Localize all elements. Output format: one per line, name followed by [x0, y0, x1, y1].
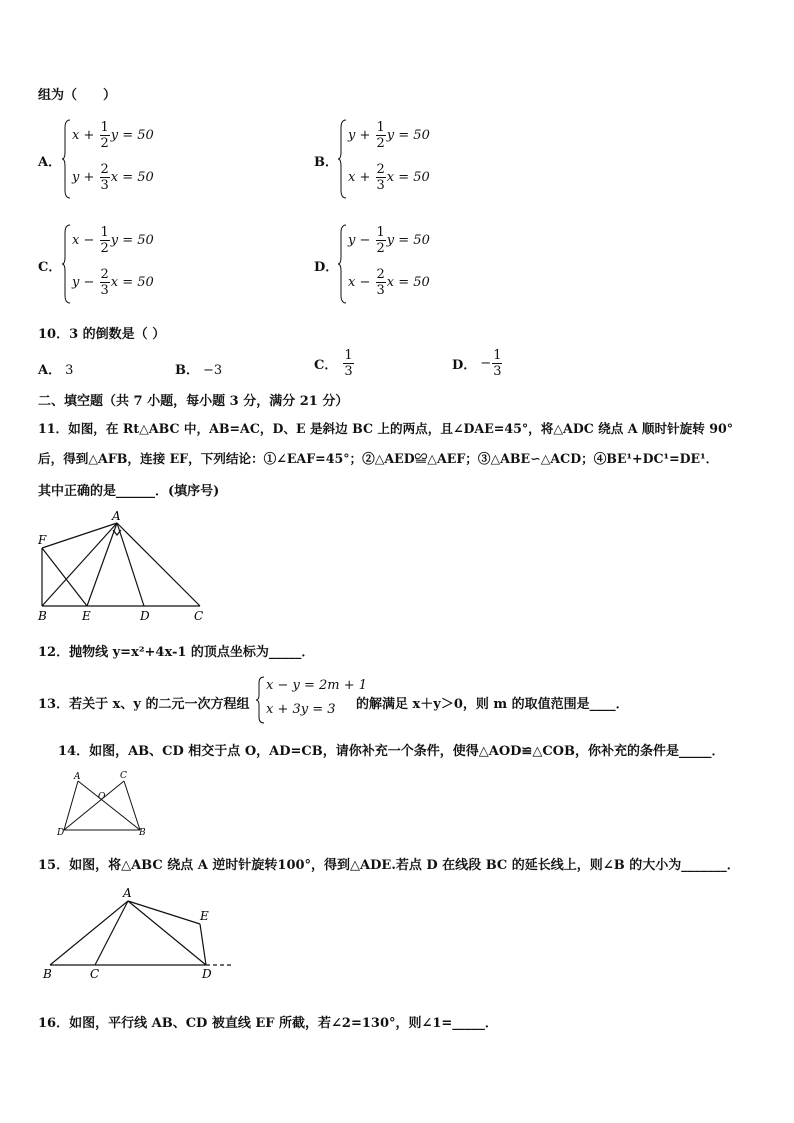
q11-line1: 11．如图，在 Rt△ABC 中，AB=AC，D、E 是斜边 BC 上的两点，且∠DAE=45°，将△ADC 绕点 A 顺时针旋转 90°: [38, 421, 734, 436]
q13-eq2: x + 3y = 3: [266, 702, 336, 717]
q9-option-c-label[interactable]: C．: [38, 260, 62, 275]
q9-b-eq1-post: y = 50: [386, 128, 430, 143]
q9-option-b-label[interactable]: B．: [314, 155, 338, 170]
label-A: A: [112, 509, 121, 523]
q10-option-c[interactable]: [314, 348, 355, 379]
q9-d-eq2-den: 3: [376, 283, 385, 298]
q9-c-eq2-den: 3: [100, 283, 109, 298]
q9-c-eq2-num: 2: [100, 267, 109, 282]
q11-line3: 其中正确的是______．(填序号): [38, 484, 220, 499]
q10-a-value: 3: [65, 363, 74, 378]
label-C: C: [120, 771, 127, 781]
q9-b-eq1-num: 1: [376, 120, 385, 135]
q15-text: 15．如图，将△ABC 绕点 A 逆时针旋转100°，得到△ADE.若点 D 在线段 BC 的延长线上，则∠B 的大小为_______．: [38, 858, 740, 873]
q9-option-c-system: [62, 223, 202, 305]
q9-d-eq1-den: 2: [376, 241, 385, 256]
label-C: C: [194, 609, 204, 623]
q9-option-a-system: [62, 118, 202, 200]
q10-d-label: D．: [452, 358, 477, 373]
q9-stem-tail: 组为（ ）: [38, 88, 117, 103]
label-F: F: [38, 533, 47, 547]
label-D: D: [202, 967, 212, 980]
q9-a-eq2-den: 3: [100, 178, 109, 193]
label-B: B: [139, 828, 146, 838]
label-B: B: [43, 967, 52, 980]
q14-text: 14．如图，AB、CD 相交于点 O，AD=CB，请你补充一个条件，使得△AOD≌△COB，你补充的条件是_____．: [58, 744, 725, 759]
q9-b-eq2-num: 2: [376, 162, 385, 177]
q10-c-label: C．: [314, 358, 338, 373]
q9-b-eq2-pre: x +: [348, 170, 375, 185]
q9-c-eq1-num: 1: [100, 225, 109, 240]
q9-option-b-system: [338, 118, 478, 200]
q9-option-d-system: [338, 223, 478, 305]
q9-a-eq1-pre: x +: [72, 128, 99, 143]
q9-a-eq1-den: 2: [100, 136, 109, 151]
q10-d-num: 1: [493, 348, 502, 363]
q10-option-a[interactable]: [38, 359, 73, 378]
q13-pre: 13．若关于 x、y 的二元一次方程组: [38, 697, 250, 712]
q9-b-eq2-den: 3: [376, 178, 385, 193]
q9-a-eq2-num: 2: [100, 162, 109, 177]
q10-c-num: 1: [344, 348, 353, 363]
q14-figure: [52, 768, 148, 838]
q10-option-b[interactable]: [175, 359, 222, 378]
q9-a-eq2-pre: y +: [72, 170, 99, 185]
q11-figure: [34, 508, 206, 624]
q9-a-eq2-post: x = 50: [110, 170, 154, 185]
q10-d-sign: −: [480, 356, 492, 371]
brace-icon: [62, 118, 72, 200]
q9-b-eq2-post: x = 50: [386, 170, 430, 185]
q13-eq1: x − y = 2m + 1: [266, 678, 368, 693]
q10-b-value: −3: [203, 363, 223, 378]
label-A: A: [74, 772, 81, 782]
q9-d-eq2-num: 2: [376, 267, 385, 282]
q9-d-eq2-post: x = 50: [386, 275, 430, 290]
label-O: O: [98, 792, 106, 802]
q13-post: 的解满足 x＋y＞0，则 m 的取值范围是____．: [356, 697, 629, 712]
q9-c-eq1-post: y = 50: [110, 233, 154, 248]
q9-c-eq1-den: 2: [100, 241, 109, 256]
q9-a-eq1-num: 1: [100, 120, 109, 135]
q16-text: 16．如图，平行线 AB、CD 被直线 EF 所截，若∠2=130°，则∠1=_____．: [38, 1016, 498, 1031]
q13-system: [256, 675, 366, 725]
q10-b-label: B．: [175, 363, 199, 378]
label-B: B: [38, 609, 47, 623]
label-A: A: [123, 886, 132, 900]
label-D: D: [57, 828, 65, 838]
q9-option-d-label[interactable]: D．: [314, 260, 339, 275]
q9-c-eq1-pre: x −: [72, 233, 99, 248]
q9-d-eq1-num: 1: [376, 225, 385, 240]
q9-c-eq2-post: x = 50: [110, 275, 154, 290]
label-D: D: [140, 609, 150, 623]
q10-d-den: 3: [493, 364, 502, 379]
q9-d-eq1-pre: y −: [348, 233, 375, 248]
q9-option-a-label[interactable]: A．: [38, 155, 62, 170]
brace-icon: [256, 675, 266, 725]
section-heading: 二、填空题（共 7 小题，每小题 3 分，满分 21 分）: [38, 394, 349, 409]
q9-a-eq1-post: y = 50: [110, 128, 154, 143]
q10-option-d[interactable]: [452, 348, 503, 379]
label-C: C: [90, 967, 100, 980]
q15-figure: [38, 886, 238, 980]
brace-icon: [338, 118, 348, 200]
q9-d-eq1-post: y = 50: [386, 233, 430, 248]
q10-stem: 10．3 的倒数是（ ）: [38, 327, 166, 342]
q9-c-eq2-pre: y −: [72, 275, 99, 290]
q10-a-label: A．: [38, 363, 62, 378]
q9-b-eq1-den: 2: [376, 136, 385, 151]
q9-d-eq2-pre: x −: [348, 275, 375, 290]
q11-line2: 后，得到△AFB，连接 EF，下列结论：①∠EAF=45°；②△AED≌△AEF；③△ABE∽△ACD；④BE¹+DC¹=DE¹．: [38, 451, 719, 466]
brace-icon: [62, 223, 72, 305]
q10-c-den: 3: [344, 364, 353, 379]
brace-icon: [338, 223, 348, 305]
q9-b-eq1-pre: y +: [348, 128, 375, 143]
q12-text: 12．抛物线 y=x²+4x-1 的顶点坐标为_____．: [38, 645, 315, 660]
label-E: E: [82, 609, 91, 623]
label-E: E: [200, 909, 209, 923]
